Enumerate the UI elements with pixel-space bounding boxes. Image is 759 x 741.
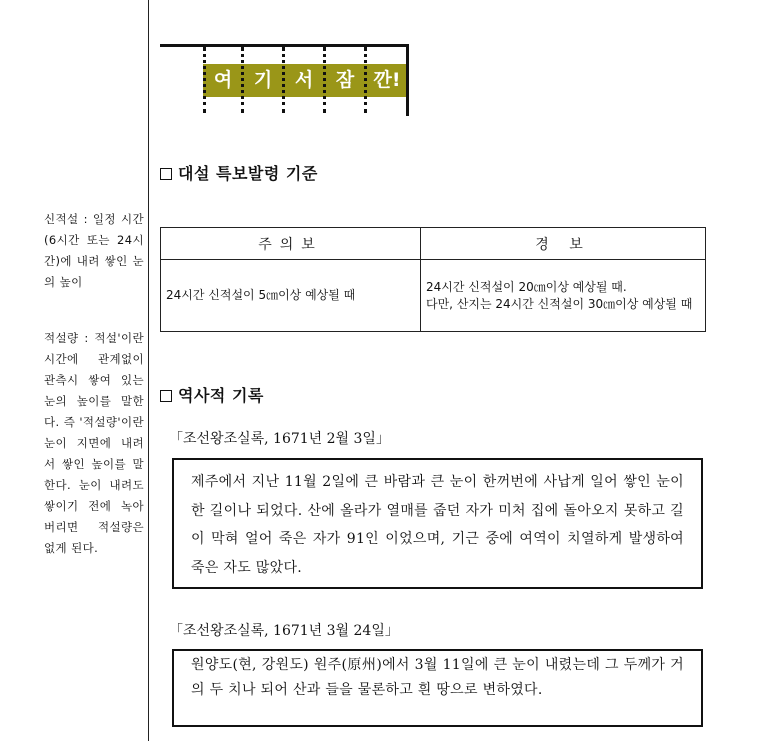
section-heading-history [160,383,264,406]
banner-char: 잠 [335,69,355,91]
record-source: 「조선왕조실록, 1671년 2월 3일」 [169,431,390,447]
banner-divider [203,47,206,113]
side-note-new-snowfall: 신적설 : 일정 시간 (6시간 또는 24시간)에 내려 쌓인 눈의 높이 [44,212,144,289]
banner-divider [323,47,326,113]
table-row [161,260,706,332]
record-quote: 제주에서 지난 11월 2일에 큰 바람과 큰 눈이 한꺼번에 사납게 일어 쌓인 눈이 한 길이나 되었다. 산에 올라가 열매를 줍던 자가 미처 집에 돌아오지 못하고 길이 막혀 얼어 죽은 자가 91인 이었으며, 기근 중에 여역이 치열하게 발생하여 죽은 자도 많았다. [172,458,703,589]
banner-char: 깐! [373,69,401,91]
banner-char: 서 [294,69,314,91]
warning-criteria-table [160,227,706,332]
banner-right-line [406,44,409,116]
banner-divider [282,47,285,113]
banner-divider [241,47,244,113]
section-heading-text: 역사적 기록 [178,386,264,405]
banner-char: 여 [213,69,233,91]
record-source: 「조선왕조실록, 1671년 3월 24일」 [169,623,399,639]
table-header-warning: 경 보 [421,228,706,260]
side-note-snow-depth: 적설량 : 적설'이란 시간에 관계없이 관측시 쌓여 있는 눈의 높이를 말한다. 즉 '적설량'이란 눈이 지면에 내려서 쌓인 높이를 말한다. 눈이 내려도 쌓이기 전에 녹아버리면 적설량은 없게 된다. [44,331,144,555]
table-cell-warning: 24시간 신적설이 20㎝이상 예상될 때. 다만, 산지는 24시간 신적설이 30㎝이상 예상될 때 [421,260,706,332]
banner-divider [364,47,367,113]
section-heading-heavy-snow [160,161,318,184]
table-header-row [161,228,706,260]
table-header-advisory: 주의보 [161,228,421,260]
checkbox-square-icon [160,390,172,402]
banner-char: 기 [253,69,273,91]
table-cell-advisory: 24시간 신적설이 5㎝이상 예상될 때 [161,260,421,332]
section-heading-text: 대설 특보발령 기준 [178,164,318,183]
record-quote: 원양도(현, 강원도) 원주(原州)에서 3월 11일에 큰 눈이 내렸는데 그 두께가 거의 두 치나 되어 산과 들을 물론하고 흰 땅으로 변하였다. [172,649,703,727]
checkbox-square-icon [160,168,172,180]
